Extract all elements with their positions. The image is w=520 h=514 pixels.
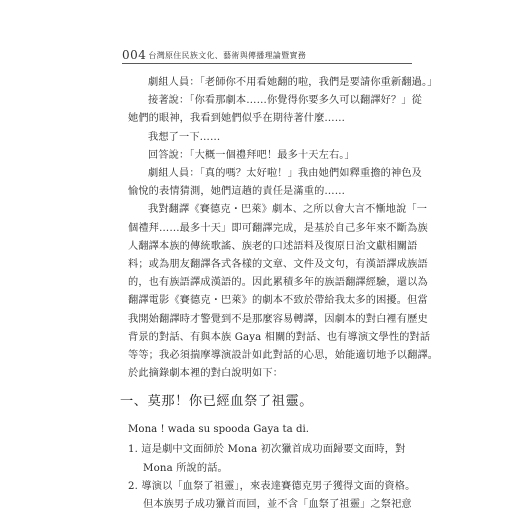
text-line: 我想了一下…… [148,131,221,143]
text-line: 劇組人員：「老師你不用看她翻的啦，我們是要請你重新翻過。」 [148,77,438,88]
text-line: 的，也有族語譯成漢語的。因此累積多年的族語翻譯經驗，還以為 [128,277,428,289]
page-header [122,45,412,64]
section-heading: 一、莫那！你已經血祭了祖靈。 [120,394,314,410]
text-line: 於此摘錄劇本裡的對白說明如下： [128,368,284,380]
paragraph-1 [128,74,438,92]
page-number: 004 [122,48,147,62]
text-line: 2. 導演以「血祭了祖靈」，來表達賽德克男子獲得文面的資格。 [128,480,416,492]
text-line: 接著說：「你看那劇本……你覺得你要多久可以翻譯好？」從 [148,95,423,107]
text-line: 背景的對話、有與本族 Gaya 相關的對話、也有導演文學性的對話 [128,331,431,343]
paragraph-2 [128,92,428,128]
paragraph-4 [128,147,428,165]
paragraph-6 [128,201,439,383]
text-line: 翻譯電影《賽德克・巴萊》的劇本不致於帶給我太多的困擾。但當 [128,295,428,307]
text-line: 但本族男子成功獵首而回，並不含「血祭了祖靈」之祭祀意 [143,499,412,511]
text-line: 回答說：「大概一個禮拜吧！最多十天左右。」 [148,149,355,161]
original-dialogue: Mona ! wada su spooda Gaya ta di. [128,424,309,436]
running-title: 台灣原住民族文化、藝術與傳播理論暨實務 [148,51,307,60]
body-text [120,74,439,514]
text-line: 等等；我必須揣摩導演設計如此對話的心思，始能適切地予以翻譯。 [128,350,439,362]
text-line: 料；或為朋友翻譯各式各樣的文章、文件及文句，有漢語譯成族語 [128,259,428,271]
text-line: Mona 所說的話。 [143,462,228,474]
paragraph-5 [128,165,428,201]
text-line: 劇組人員：「真的嗎？太好啦！」我由她們如釋重擔的神色及 [148,168,423,180]
text-line: 個禮拜……最多十天」即可翻譯完成，是基於自己多年來不斷為族 [128,222,428,234]
paragraph-3 [128,129,428,147]
text-line: 我對翻譯《賽德克・巴萊》劇本、之所以會大言不慚地說「一 [148,204,428,216]
text-line: 我開始翻譯時才警覺到不是那麼容易轉譯，因劇本的對白裡有歷史 [128,313,428,325]
note-item-2 [128,478,428,514]
note-item-1 [128,441,428,477]
text-line: 她們的眼神，我看到她們似乎在期待著什麼…… [128,113,346,125]
text-line: 愉悅的表情猜測，她們這趟的責任是滿重的…… [128,186,346,198]
text-line: 1. 這是劇中文面師於 Mona 初次獵首成功面歸要文面時，對 [128,444,406,456]
text-line: 人翻譯本族的傳統歌謠、族老的口述語料及復原日治文獻相關語 [128,240,418,252]
